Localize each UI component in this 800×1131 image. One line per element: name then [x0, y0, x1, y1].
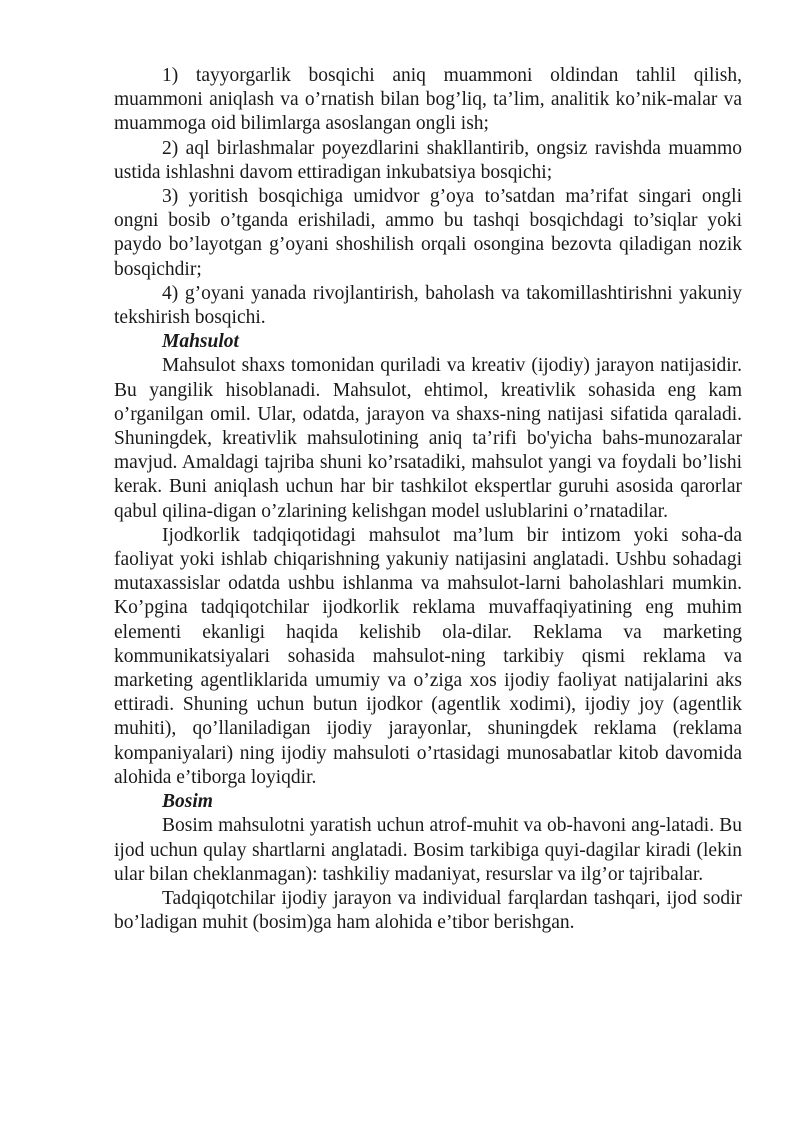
list-item-verification-stage: 4) g’oyani yanada rivojlantirish, baholash va takomillashtirishni yakuniy tekshirish bosqichi. [114, 282, 742, 329]
mahsulot-paragraph-2: Ijodkorlik tadqiqotidagi mahsulot ma’lum bir intizom yoki soha-da faoliyat yoki ishlab chiqarishning yakuniy natijasini anglatadi. Ushbu sohadagi mutaxassislar odatda ushbu ishlanma va mahsulot-larni baholashlari mumkin. Ko’pgina tadqiqotchilar ijodkorlik reklama muvaffaqiyatining eng muhim elementi ekanligi haqida kelishib ola-dilar. Reklama va marketing kommunikatsiyalari sohasida mahsulot-ning tarkibiy qismi reklama va marketing agentliklarida umumiy va o’ziga xos ijodiy faoliyat natijalarini aks ettiradi. Shuning uchun butun ijodkor (agentlik xodimi), ijodiy joy (agentlik muhiti), qo’llaniladigan ijodiy jarayonlar, shuningdek reklama (reklama kompaniyalari) ning ijodiy mahsuloti o’rtasidagi munosabatlar kitob davomida alohida e’tiborga loyiqdir. [114, 524, 742, 788]
list-item-preparation-stage: 1) tayyorgarlik bosqichi aniq muammoni oldindan tahlil qilish, muammoni aniqlash va o’rnatish bilan bog’liq, ta’lim, analitik ko’nik-malar va muammoga oid bilimlarga asoslangan ongli ish; [114, 65, 742, 135]
section-heading-bosim: Bosim [162, 791, 213, 813]
document-page [114, 64, 742, 935]
bosim-paragraph-1: Bosim mahsulotni yaratish uchun atrof-muhit va ob-havoni ang-latadi. Bu ijod uchun qulay shartlarni anglatadi. Bosim tarkibiga quyi-dagilar kiradi (lekin ular bilan cheklanmagan): tashkiliy madaniyat, resurslar va ilg’or tajribalar. [114, 815, 742, 885]
section-heading-mahsulot: Mahsulot [162, 331, 239, 353]
list-item-incubation-stage: 2) aql birlashmalar poyezdlarini shakllantirib, ongsiz ravishda muammo ustida ishlashni davom ettiradigan inkubatsiya bosqichi; [114, 137, 742, 183]
list-item-illumination-stage: 3) yoritish bosqichiga umidvor g’oya to’satdan ma’rifat singari ongli ongni bosib o’tganda erishiladi, ammo bu tashqi bosqichdagi to’siqlar yoki paydo bo’layotgan g’oyani shoshilish orqali osongina bezovta qiladigan nozik bosqichdir; [114, 186, 742, 280]
bosim-paragraph-2: Tadqiqotchilar ijodiy jarayon va individual farqlardan tashqari, ijod sodir bo’ladigan muhit (bosim)ga ham alohida e’tibor berishgan. [114, 887, 742, 934]
mahsulot-paragraph-1: Mahsulot shaxs tomonidan quriladi va kreativ (ijodiy) jarayon natijasidir. Bu yangilik hisoblanadi. Mahsulot, ehtimol, kreativlik sohasida eng kam o’rganilgan omil. Ular, odatda, jarayon va shaxs-ning natijasi sifatida qaraladi. Shuningdek, kreativlik mahsulotining aniq ta’rifi bo'yicha bahs-munozaralar mavjud. Amaldagi tajriba shuni ko’rsatadiki, mahsulot yangi va foydali bo’lishi kerak. Buni aniqlash uchun har bir tashkilot ekspertlar guruhi asosida qarorlar qabul qilina-digan o’zlarining kelishgan model uslublarini o’rnatadilar. [114, 355, 742, 522]
